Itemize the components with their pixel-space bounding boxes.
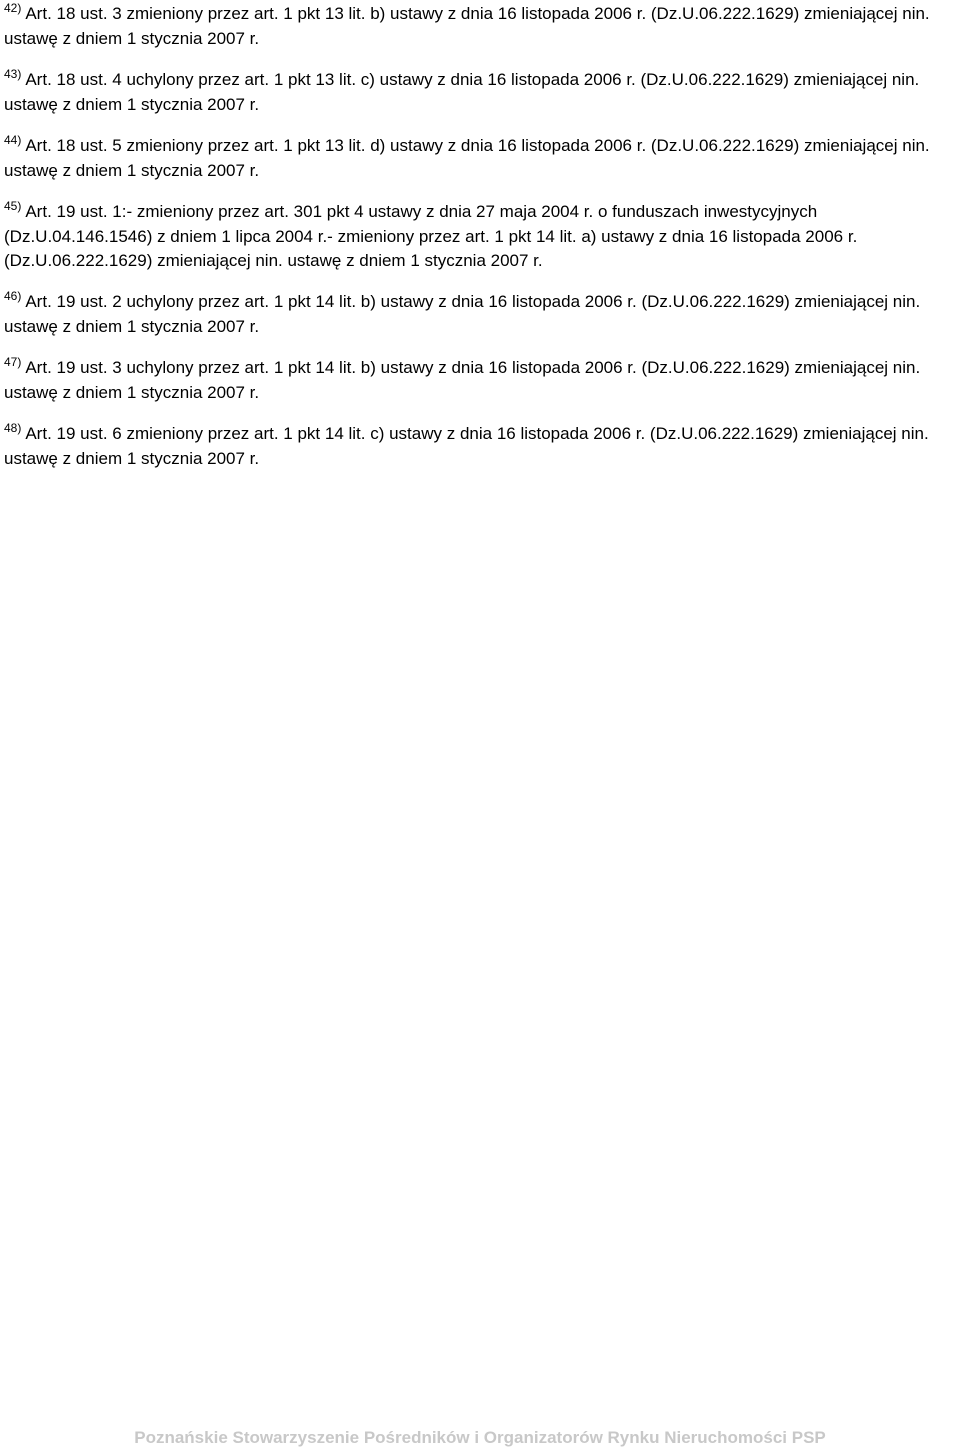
footnote-text: Art. 18 ust. 4 uchylony przez art. 1 pkt 13 lit. c) ustawy z dnia 16 listopada 2006 r. (Dz.U.06.222.1629) zmieniającej nin. ustawę z dniem 1 stycznia 2007 r.: [4, 70, 920, 114]
footnote-45: [4, 200, 956, 273]
footnotes-list: [4, 2, 956, 488]
footnote-43: [4, 68, 956, 117]
footnote-42: [4, 2, 956, 51]
footnote-number: 48): [4, 421, 22, 435]
footnote-text: Art. 19 ust. 1:- zmieniony przez art. 301 pkt 4 ustawy z dnia 27 maja 2004 r. o funduszach inwestycyjnych (Dz.U.04.146.1546) z dniem 1 lipca 2004 r.- zmieniony przez art. 1 pkt 14 lit. a) ustawy z dnia 16 listopada 2006 r. (Dz.U.06.222.1629) zmieniającej nin. ustawę z dniem 1 stycznia 2007 r.: [4, 202, 858, 270]
footnote-47: [4, 356, 956, 405]
page-footer: Poznańskie Stowarzyszenie Pośredników i Organizatorów Rynku Nieruchomości PSP: [134, 1428, 826, 1447]
footnote-text: Art. 18 ust. 5 zmieniony przez art. 1 pkt 13 lit. d) ustawy z dnia 16 listopada 2006 r. (Dz.U.06.222.1629) zmieniającej nin. ustawę z dniem 1 stycznia 2007 r.: [4, 136, 930, 180]
footnote-number: 46): [4, 289, 22, 303]
footnote-text: Art. 18 ust. 3 zmieniony przez art. 1 pkt 13 lit. b) ustawy z dnia 16 listopada 2006 r. (Dz.U.06.222.1629) zmieniającej nin. ustawę z dniem 1 stycznia 2007 r.: [4, 4, 930, 48]
footnote-46: [4, 290, 956, 339]
footnote-number: 47): [4, 355, 22, 369]
footnote-text: Art. 19 ust. 2 uchylony przez art. 1 pkt 14 lit. b) ustawy z dnia 16 listopada 2006 r. (Dz.U.06.222.1629) zmieniającej nin. ustawę z dniem 1 stycznia 2007 r.: [4, 292, 921, 336]
footnote-number: 44): [4, 133, 22, 147]
footnote-text: Art. 19 ust. 6 zmieniony przez art. 1 pkt 14 lit. c) ustawy z dnia 16 listopada 2006 r. (Dz.U.06.222.1629) zmieniającej nin. ustawę z dniem 1 stycznia 2007 r.: [4, 424, 929, 468]
footnote-text: Art. 19 ust. 3 uchylony przez art. 1 pkt 14 lit. b) ustawy z dnia 16 listopada 2006 r. (Dz.U.06.222.1629) zmieniającej nin. ustawę z dniem 1 stycznia 2007 r.: [4, 358, 921, 402]
footnote-number: 43): [4, 67, 22, 81]
footnote-number: 45): [4, 199, 22, 213]
footnote-44: [4, 134, 956, 183]
footnote-48: [4, 422, 956, 471]
footnote-number: 42): [4, 1, 22, 15]
